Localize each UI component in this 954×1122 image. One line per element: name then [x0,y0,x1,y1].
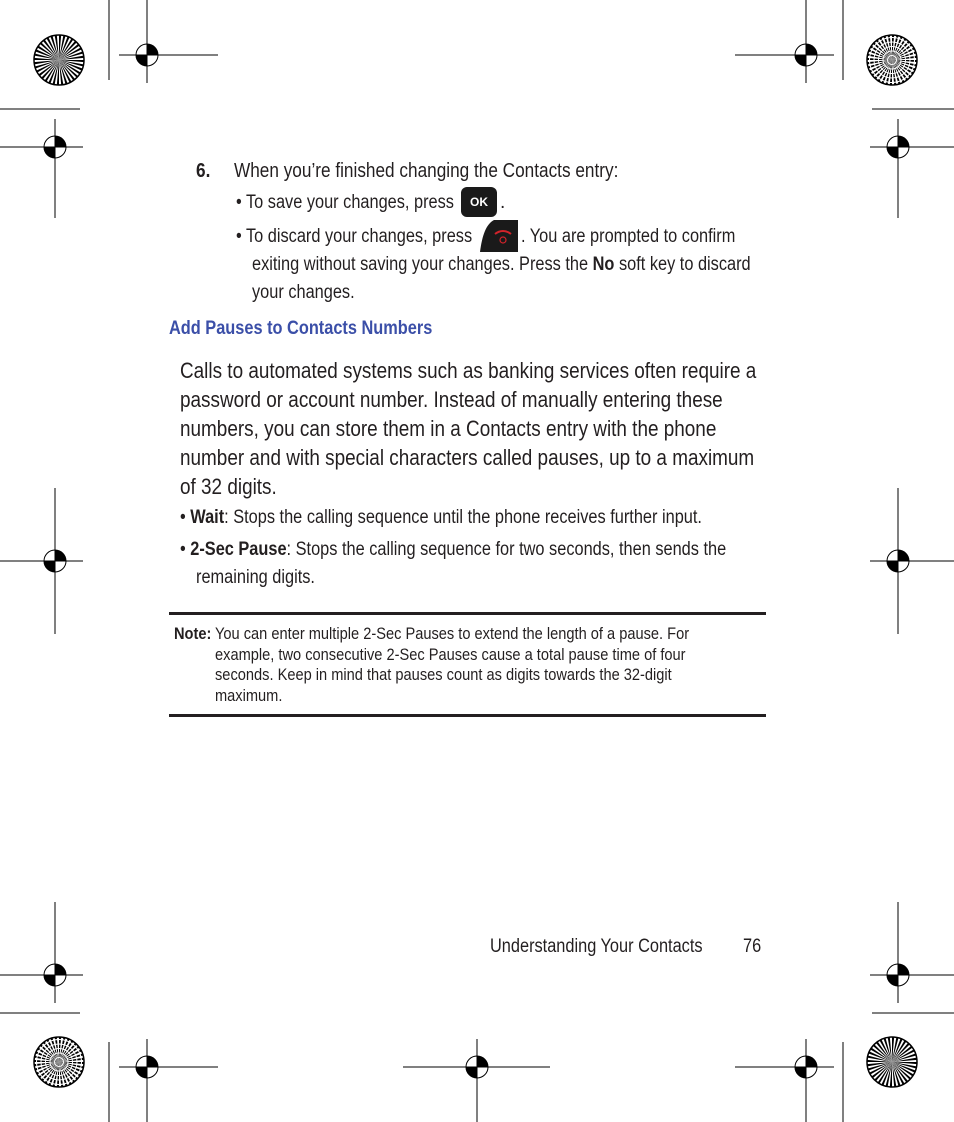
end-call-key-icon [480,220,518,252]
note-line: seconds. Keep in mind that pauses count as digits towards the 32-digit [215,665,672,684]
note-label-text: Note: [174,624,212,643]
step-number: 6. [196,160,211,182]
list-item-2sec-pause [180,536,726,564]
list-item-term: 2-Sec Pause [190,539,287,560]
list-item-text: : Stops the calling sequence for two seconds, then sends the [286,539,727,560]
bullet-dot: • [236,226,242,247]
section-paragraph [180,356,773,501]
ok-key-label: OK [461,187,497,217]
page-number: 76 [743,936,762,957]
starburst-target-icon [34,35,84,85]
bullet-discard-line2 [252,251,751,279]
note-line: maximum. [215,685,283,705]
bullet-discard-line2-text: exiting without saving your changes. Press the [252,254,589,275]
bullet-discard-line3: your changes. [252,282,355,303]
bullet-discard-prefix: To discard your changes, press [245,226,473,247]
bullet-discard-line2-suffix: soft key to discard [618,254,751,275]
list-item-term: Wait [190,507,225,528]
bullet-dot: • [180,507,186,528]
note-bottom-rule [169,714,766,717]
list-item-2sec-pause-line2: remaining digits. [196,567,315,588]
paragraph-line: numbers, you can store them in a Contacts entry with the phone [180,416,717,441]
note-line: example, two consecutive 2-Sec Pauses cause a total pause time of four [215,644,686,664]
note-body [215,624,689,706]
paragraph-line: of 32 digits. [180,474,277,499]
note-line: You can enter multiple 2-Sec Pauses to extend the length of a pause. For [215,624,690,643]
bullet-dot: • [180,539,186,560]
paragraph-line: Calls to automated systems such as banking services often require a [180,358,757,383]
bullet-discard-suffix: . You are prompted to confirm [521,226,736,247]
no-softkey-label: No [592,254,615,275]
section-heading: Add Pauses to Contacts Numbers [169,318,433,339]
bullet-discard-line1 [236,223,472,251]
paragraph-line: number and with special characters called pauses, up to a maximum [180,445,755,470]
note-top-rule [169,612,766,615]
step-text: When you’re finished changing the Contacts entry: [234,160,619,182]
list-item-text: : Stops the calling sequence until the phone receives further input. [224,507,702,528]
note-label [174,624,211,645]
footer-section-title: Understanding Your Contacts [490,936,703,957]
starburst-target-icon [34,1037,84,1087]
bullet-save-text: To save your changes, press [245,192,454,213]
paragraph-line: password or account number. Instead of manually entering these [180,387,723,412]
starburst-target-icon [867,1037,917,1087]
list-item-wait [180,504,702,532]
bullet-dot: • [236,192,242,213]
bullet-save [236,189,454,217]
starburst-target-icon [867,35,917,85]
bullet-save-suffix: . [500,192,506,213]
ok-key-icon [461,187,497,217]
